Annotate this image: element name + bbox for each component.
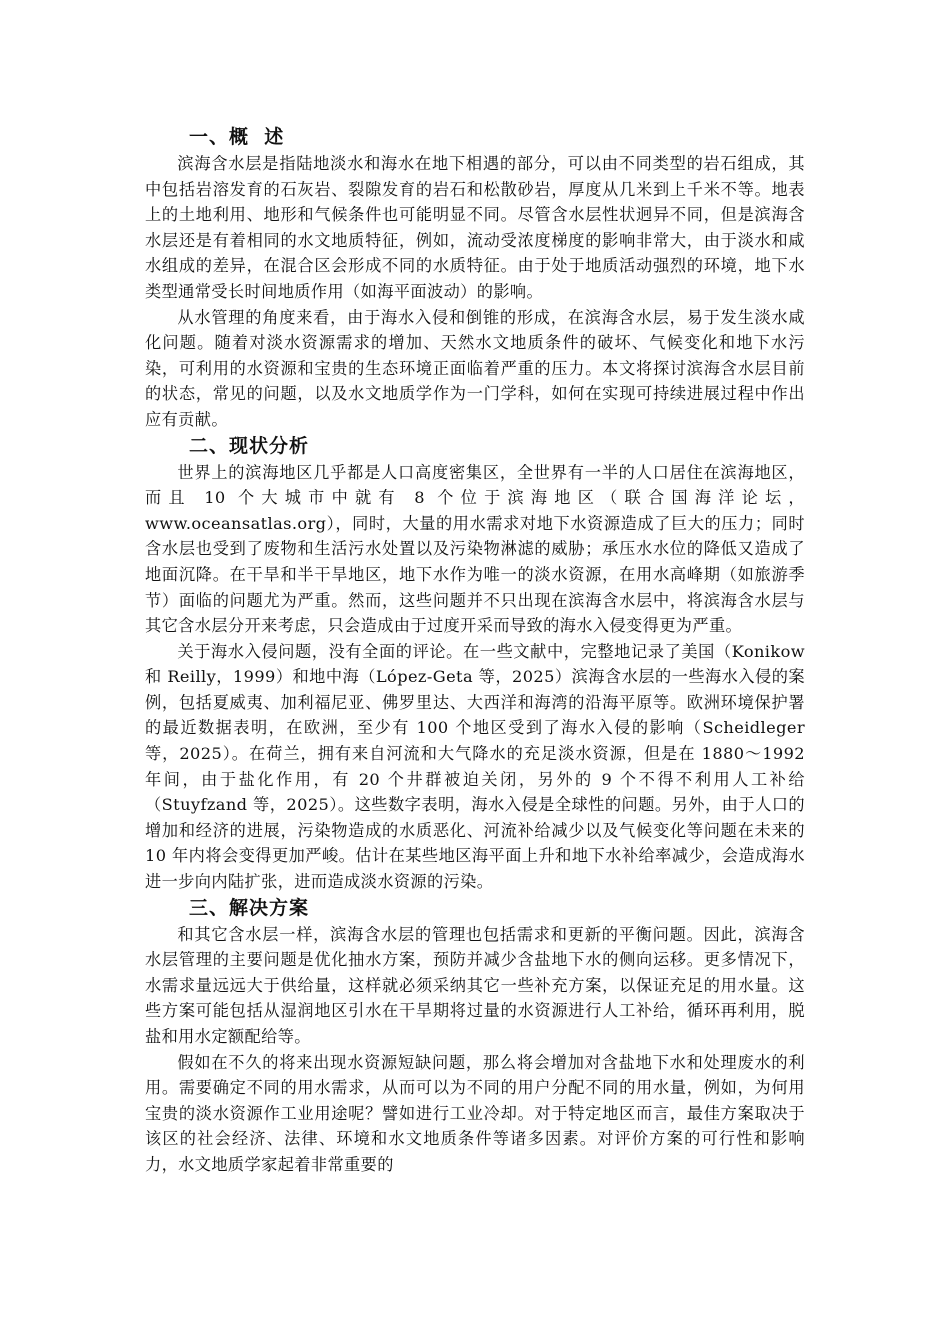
section-heading: 三、解决方案 [189, 896, 310, 919]
section-heading: 二、现状分析 [189, 434, 310, 457]
paragraph: 世界上的滨海地区几乎都是人口高度密集区，全世界有一半的人口居住在滨海地区，而且 10 个大城市中就有 8 个位于滨海地区（联合国海洋论坛，www.oceansatlas.org），同时，大量的用水需求对地下水资源造成了巨大的压力；同时含水层也受到了废物和生活污水处置以及污染物淋滤的威胁；承压水水位的降低又造成了地面沉降。在干旱和半干旱地区，地下水作为唯一的淡水资源，在用水高峰期（如旅游季节）面临的问题尤为严重。然而，这些问题并不只出现在滨海含水层中，将滨海含水层与其它含水层分开来考虑，只会造成由于过度开采而导致的海水入侵变得更为严重。 [145, 462, 805, 636]
paragraph: 滨海含水层是指陆地淡水和海水在地下相遇的部分，可以由不同类型的岩石组成，其中包括岩溶发育的石灰岩、裂隙发育的岩石和松散砂岩，厚度从几米到上千米不等。地表上的土地利用、地形和气候条件也可能明显不同。尽管含水层性状迥异不同，但是滨海含水层还是有着相同的水文地质特征，例如，流动受浓度梯度的影响非常大，由于淡水和咸水组成的差异，在混合区会形成不同的水质特征。由于处于地质活动强烈的环境，地下水类型通常受长时间地质作用（如海平面波动）的影响。 [145, 154, 805, 301]
paragraph: 和其它含水层一样，滨海含水层的管理也包括需求和更新的平衡问题。因此，滨海含水层管理的主要问题是优化抽水方案，预防并减少含盐地下水的侧向运移。更多情况下，水需求量远远大于供给量，这样就必须采纳其它一些补充方案，以保证充足的用水量。这些方案可能包括从湿润地区引水在干旱期将过量的水资源进行人工补给，循环再利用，脱盐和用水定额配给等。 [145, 924, 805, 1046]
paragraph: 假如在不久的将来出现水资源短缺问题，那么将会增加对含盐地下水和处理废水的利用。需要确定不同的用水需求，从而可以为不同的用户分配不同的用水量，例如，为何用宝贵的淡水资源作工业用途呢？譬如进行工业冷却。对于特定地区而言，最佳方案取决于该区的社会经济、法律、环境和水文地质条件等诸多因素。对评价方案的可行性和影响力，水文地质学家起着非常重要的 [145, 1052, 805, 1174]
section-solutions [145, 895, 805, 1178]
document-page [145, 124, 805, 1178]
section-overview [145, 124, 805, 433]
paragraph: 从水管理的角度来看，由于海水入侵和倒锥的形成，在滨海含水层，易于发生淡水咸化问题。随着对淡水资源需求的增加、天然水文地质条件的破坏、气候变化和地下水污染，可利用的水资源和宝贵的生态环境正面临着严重的压力。本文将探讨滨海含水层目前的状态，常见的问题，以及水文地质学作为一门学科，如何在实现可持续进展过程中作出应有贡献。 [145, 307, 805, 429]
paragraph: 关于海水入侵问题，没有全面的评论。在一些文献中，完整地记录了美国（Konikow 和 Reilly，1999）和地中海（López-Geta 等，2025）滨海含水层的一些海水入侵的案例，包括夏威夷、加利福尼亚、佛罗里达、大西洋和海湾的沿海平原等。欧洲环境保护署的最近数据表明，在欧洲，至少有 100 个地区受到了海水入侵的影响（Scheidleger 等，2025）。在荷兰，拥有来自河流和大气降水的充足淡水资源，但是在 1880～1992 年间，由于盐化作用，有 20 个井群被迫关闭，另外的 9 个不得不利用人工补给（Stuyfzand 等，2025）。这些数字表明，海水入侵是全球性的问题。另外，由于人口的增加和经济的进展，污染物造成的水质恶化、河流补给减少以及气候变化等问题在未来的 10 年内将会变得更加严峻。估计在某些地区海平面上升和地下水补给率减少，会造成海水进一步向内陆扩张，进而造成淡水资源的污染。 [145, 641, 805, 892]
section-heading: 一、概 述 [189, 126, 285, 148]
section-status-analysis [145, 433, 805, 895]
